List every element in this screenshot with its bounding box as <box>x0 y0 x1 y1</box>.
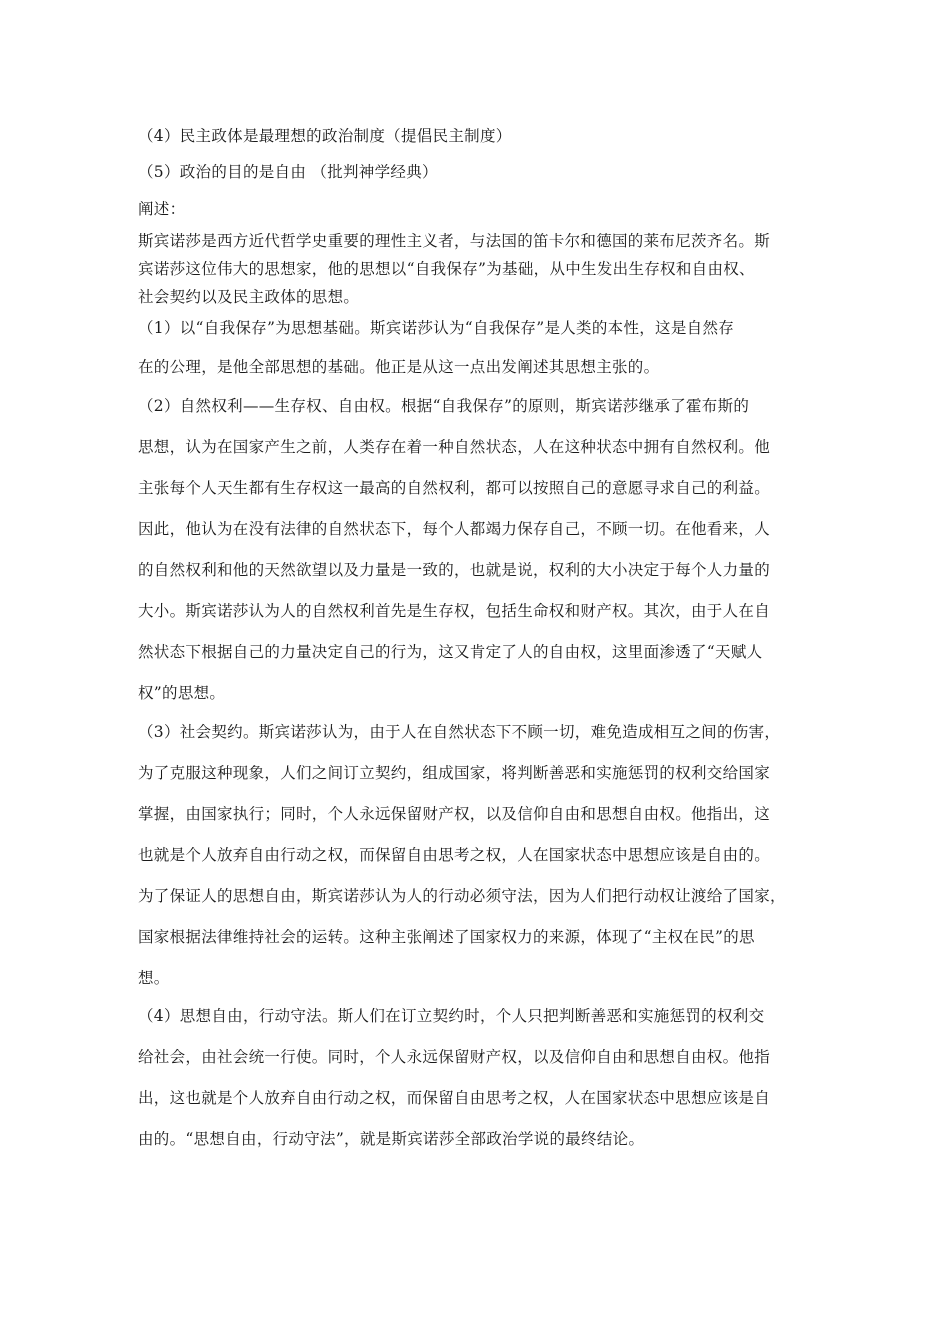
text-line: 也就是个人放弃自由行动之权，而保留自由思考之权，人在国家状态中思想应该是自由的。 <box>138 846 771 864</box>
text-line: 由的。“思想自由，行动守法”，就是斯宾诺莎全部政治学说的最终结论。 <box>138 1130 645 1148</box>
text-line: 在的公理，是他全部思想的基础。他正是从这一点出发阐述其思想主张的。 <box>138 358 660 376</box>
text-line: 为了保证人的思想自由，斯宾诺莎认为人的行动必须守法，因为人们把行动权让渡给了国家， <box>138 887 786 905</box>
text-line: 然状态下根据自己的力量决定自己的行为，这又肯定了人的自由权，这里面渗透了“天赋人 <box>138 643 763 661</box>
text-line: 权”的思想。 <box>138 684 226 702</box>
text-line: 掌握，由国家执行；同时，个人永远保留财产权，以及信仰自由和思想自由权。他指出，这 <box>138 805 771 823</box>
text-line: （4）民主政体是最理想的政治制度（提倡民主制度） <box>138 127 512 145</box>
text-line: 社会契约以及民主政体的思想。 <box>138 288 360 306</box>
text-line: 出，这也就是个人放弃自由行动之权，而保留自由思考之权，人在国家状态中思想应该是自 <box>138 1089 771 1107</box>
text-line: 阐述： <box>138 200 186 218</box>
text-line: （3）社会契约。斯宾诺莎认为，由于人在自然状态下不顾一切，难免造成相互之间的伤害， <box>138 723 781 741</box>
text-line: （2）自然权利——生存权、自由权。根据“自我保存”的原则，斯宾诺莎继承了霍布斯的 <box>138 397 750 415</box>
text-line: （4）思想自由，行动守法。斯人们在订立契约时，个人只把判断善恶和实施惩罚的权利交 <box>138 1007 765 1025</box>
text-line: 想。 <box>138 969 170 987</box>
text-line: 大小。斯宾诺莎认为人的自然权利首先是生存权，包括生命权和财产权。其次，由于人在自 <box>138 602 771 620</box>
text-line: 的自然权利和他的天然欲望以及力量是一致的，也就是说，权利的大小决定于每个人力量的 <box>138 561 771 579</box>
text-line: 因此，他认为在没有法律的自然状态下，每个人都竭力保存自己，不顾一切。在他看来，人 <box>138 520 771 538</box>
text-line: 主张每个人天生都有生存权这一最高的自然权利，都可以按照自己的意愿寻求自己的利益。 <box>138 479 771 497</box>
text-line: 为了克服这种现象，人们之间订立契约，组成国家，将判断善恶和实施惩罚的权利交给国家 <box>138 764 771 782</box>
text-line: 思想，认为在国家产生之前，人类存在着一种自然状态，人在这种状态中拥有自然权利。他 <box>138 438 771 456</box>
text-line: 国家根据法律维持社会的运转。这种主张阐述了国家权力的来源，体现了“主权在民”的思 <box>138 928 755 946</box>
text-line: 斯宾诺莎是西方近代哲学史重要的理性主义者，与法国的笛卡尔和德国的莱布尼茨齐名。斯 <box>138 232 771 250</box>
text-line: 给社会，由社会统一行使。同时，个人永远保留财产权，以及信仰自由和思想自由权。他指 <box>138 1048 771 1066</box>
text-line: 宾诺莎这位伟大的思想家，他的思想以“自我保存”为基础，从中生发出生存权和自由权、 <box>138 260 755 278</box>
text-line: （1）以“自我保存”为思想基础。斯宾诺莎认为“自我保存”是人类的本性，这是自然存 <box>138 319 735 337</box>
text-line: （5）政治的目的是自由 （批判神学经典） <box>138 163 438 181</box>
